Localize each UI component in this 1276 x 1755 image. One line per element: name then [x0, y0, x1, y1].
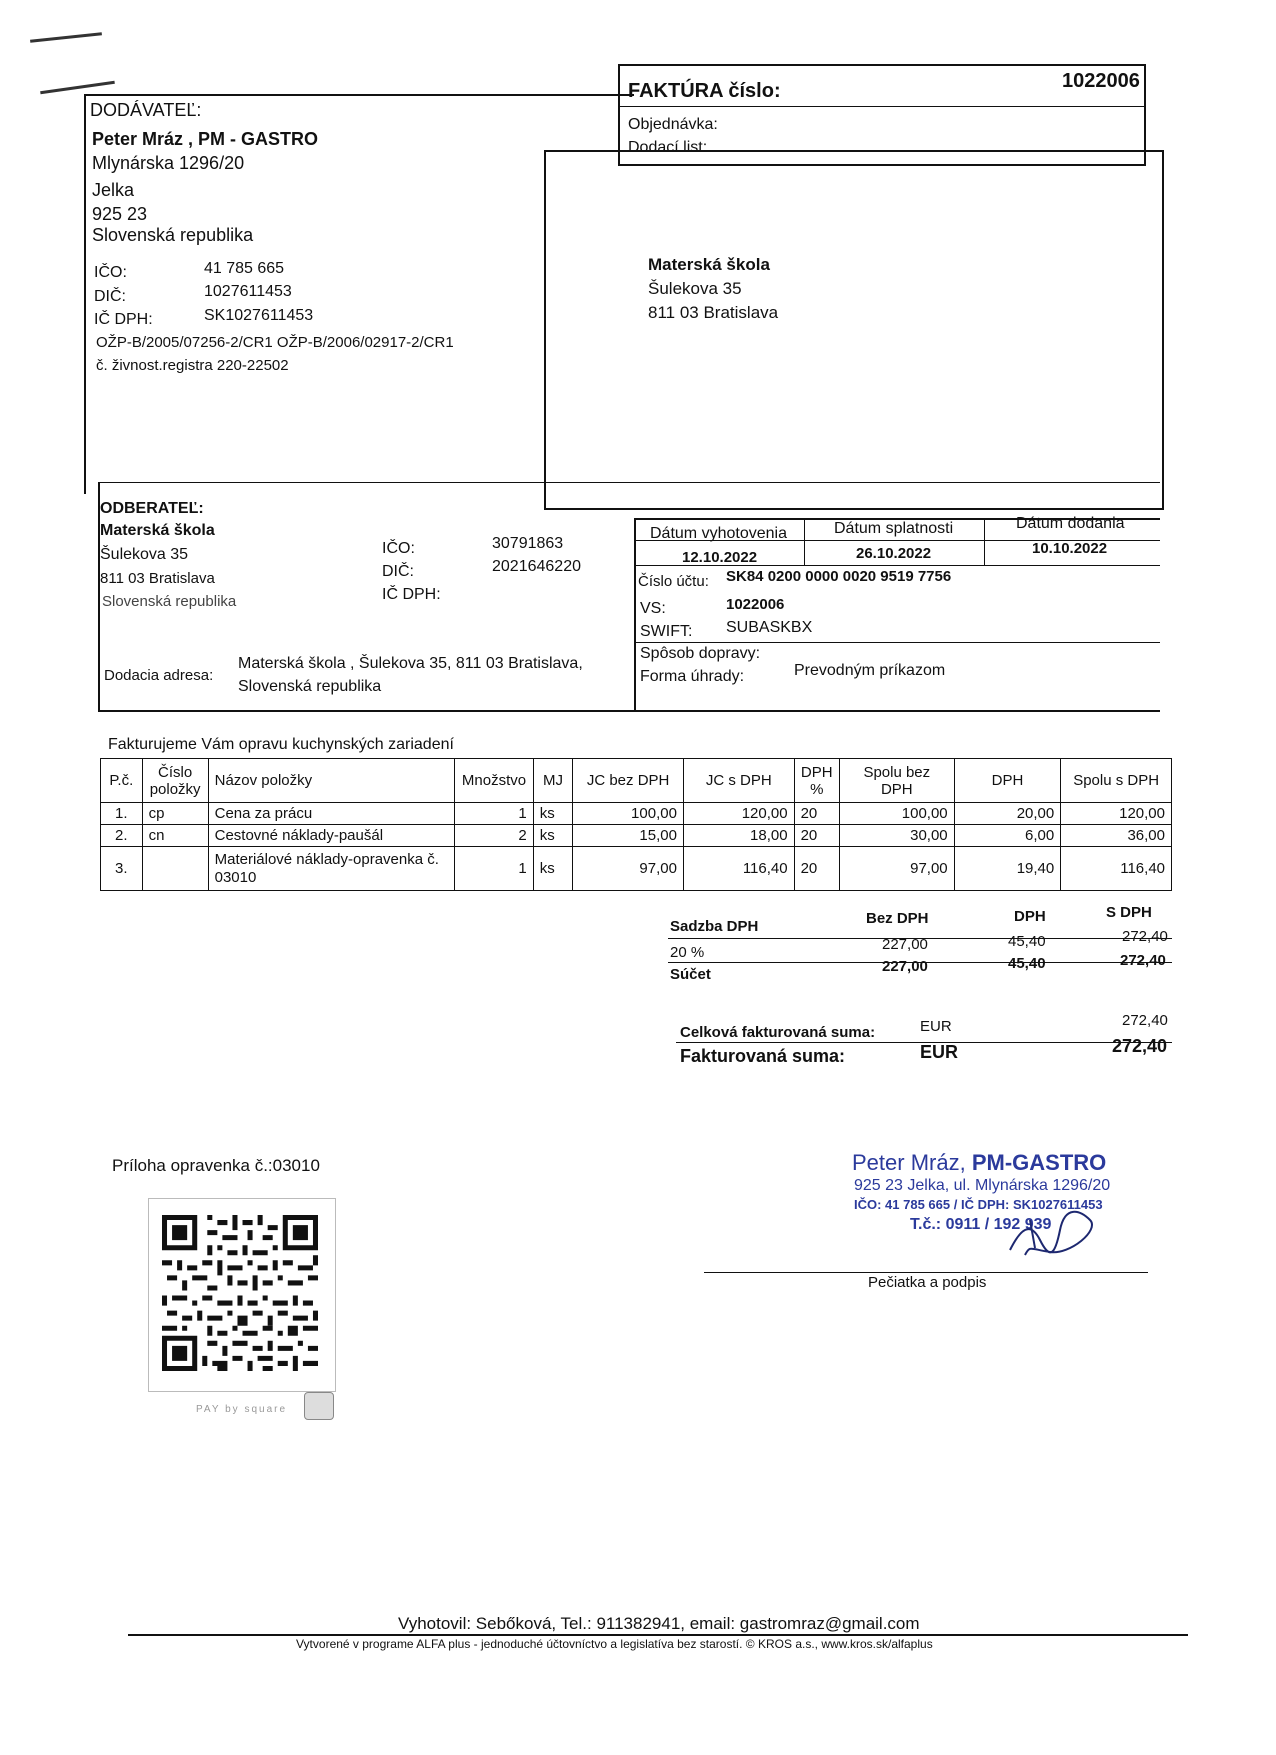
- cell-pc: 3.: [101, 847, 143, 891]
- cell-code: [142, 847, 208, 891]
- cell-total-net: 97,00: [839, 847, 954, 891]
- qr-code-icon: [162, 1212, 318, 1374]
- total-label: Celková fakturovaná suma:: [680, 1024, 876, 1041]
- stamp-line2: 925 23 Jelka, ul. Mlynárska 1296/20: [854, 1177, 1111, 1194]
- vat-net-label: Bez DPH: [866, 910, 929, 927]
- customer-dic: 2021646220: [492, 558, 581, 575]
- cell-unit-gross: 18,00: [683, 825, 794, 847]
- vat-vat-label: DPH: [1014, 908, 1046, 925]
- cell-vat: 19,40: [954, 847, 1061, 891]
- stamp-line3: IČO: 41 785 665 / IČ DPH: SK1027611453: [854, 1197, 1103, 1212]
- cell-vat-pct: 20: [794, 847, 839, 891]
- vat-sum-gross: 272,40: [1120, 952, 1166, 969]
- supplier-heading: DODÁVATEĽ:: [90, 100, 202, 120]
- delivery-address-label: Dodacia adresa:: [104, 667, 214, 684]
- invoiced-currency: EUR: [920, 1042, 959, 1062]
- order-label: Objednávka:: [628, 116, 718, 133]
- items-intro: Fakturujeme Vám opravu kuchynských zariadení: [108, 736, 454, 753]
- account-label: Číslo účtu:: [638, 573, 709, 590]
- supplier-ico: 41 785 665: [204, 260, 285, 277]
- cell-unit-net: 15,00: [573, 825, 684, 847]
- col-vat: DPH: [954, 759, 1061, 803]
- stamp-line4: T.č.: 0911 / 192 939: [910, 1216, 1052, 1233]
- cell-name: Cestovné náklady-paušál: [208, 825, 455, 847]
- recipient-city: 811 03 Bratislava: [648, 303, 779, 322]
- cell-total-gross: 116,40: [1061, 847, 1172, 891]
- table-row: [101, 847, 1172, 891]
- recipient-street: Šulekova 35: [648, 279, 742, 298]
- customer-dic-label: DIČ:: [382, 563, 414, 580]
- customer-street: Šulekova 35: [100, 546, 189, 563]
- cell-unit: ks: [533, 847, 573, 891]
- customer-icdph-label: IČ DPH:: [382, 586, 441, 603]
- signature-label: Pečiatka a podpis: [868, 1274, 987, 1291]
- supplier-country: Slovenská republika: [92, 225, 254, 245]
- issue-date-label: Dátum vyhotovenia: [650, 525, 787, 542]
- footer-issued-by: Vyhotovil: Sebőková, Tel.: 911382941, email: gastromraz@gmail.com: [398, 1614, 920, 1633]
- swift-value: SUBASKBX: [726, 619, 813, 636]
- supplier-zip: 925 23: [92, 204, 148, 224]
- vs-label: VS:: [640, 600, 666, 617]
- col-name: Názov položky: [208, 759, 455, 803]
- col-vat-pct: DPH %: [794, 759, 839, 803]
- pay-by-square-label: PAY by square: [196, 1404, 288, 1415]
- cell-qty: 1: [455, 803, 533, 825]
- col-qty: Množstvo: [455, 759, 533, 803]
- supplier-icdph-label: IČ DPH:: [94, 311, 153, 328]
- col-unit-gross: JC s DPH: [683, 759, 794, 803]
- supplier-name: Peter Mráz , PM - GASTRO: [92, 129, 319, 149]
- customer-name: Materská škola: [100, 522, 215, 539]
- cell-vat-pct: 20: [794, 825, 839, 847]
- issue-date: 12.10.2022: [682, 549, 758, 566]
- cell-pc: 2.: [101, 825, 143, 847]
- delivery-note-label: Dodací list:: [628, 139, 708, 156]
- signature-icon: [1000, 1200, 1110, 1270]
- col-pc: P.č.: [101, 759, 143, 803]
- payment-method: Prevodným príkazom: [794, 662, 946, 679]
- table-row: [101, 825, 1172, 847]
- dates-divider-1: [804, 518, 805, 565]
- pay-by-square-icon: [304, 1392, 334, 1420]
- cell-total-gross: 36,00: [1061, 825, 1172, 847]
- supplier-icdph: SK1027611453: [204, 307, 314, 324]
- transport-label: Spôsob dopravy:: [640, 645, 761, 662]
- cell-code: cn: [142, 825, 208, 847]
- scan-mark: [30, 32, 102, 43]
- delivery-address-line2: Slovenská republika: [238, 678, 382, 695]
- cell-unit: ks: [533, 803, 573, 825]
- vat-sum-net: 227,00: [882, 958, 928, 975]
- cell-unit-gross: 116,40: [683, 847, 794, 891]
- supplier-dic-label: DIČ:: [94, 288, 126, 305]
- cell-unit-net: 100,00: [573, 803, 684, 825]
- vat-rate-label: Sadzba DPH: [670, 918, 759, 935]
- invoice-title: FAKTÚRA číslo:: [628, 80, 781, 102]
- cell-total-net: 100,00: [839, 803, 954, 825]
- col-unit-net: JC bez DPH: [573, 759, 684, 803]
- customer-country: Slovenská republika: [102, 593, 237, 610]
- cell-total-gross: 120,00: [1061, 803, 1172, 825]
- col-unit: MJ: [533, 759, 573, 803]
- invoiced-amount: 272,40: [1112, 1036, 1168, 1056]
- swift-label: SWIFT:: [640, 623, 693, 640]
- attachment-note: Príloha opravenka č.:03010: [112, 1156, 320, 1175]
- customer-ico-label: IČO:: [382, 540, 415, 557]
- invoice-title-rule: [618, 106, 1146, 107]
- cell-vat-pct: 20: [794, 803, 839, 825]
- cell-unit: ks: [533, 825, 573, 847]
- cell-vat: 20,00: [954, 803, 1061, 825]
- total-amount: 272,40: [1122, 1012, 1168, 1029]
- supplier-street: Mlynárska 1296/20: [92, 153, 245, 173]
- stamp-line1: [852, 1150, 1106, 1176]
- table-row: [101, 803, 1172, 825]
- stamp-company: PM-GASTRO: [971, 1150, 1107, 1175]
- footer-rule: [128, 1634, 1188, 1636]
- cell-code: cp: [142, 803, 208, 825]
- total-currency: EUR: [920, 1018, 952, 1035]
- col-code: Číslo položky: [142, 759, 208, 803]
- cell-vat: 6,00: [954, 825, 1061, 847]
- cell-pc: 1.: [101, 803, 143, 825]
- vat-gross-label: S DPH: [1106, 904, 1152, 921]
- supplier-city: Jelka: [92, 180, 135, 200]
- invoiced-label: Fakturovaná suma:: [680, 1046, 846, 1066]
- cell-qty: 2: [455, 825, 533, 847]
- cell-unit-net: 97,00: [573, 847, 684, 891]
- supplier-licenses: OŽP-B/2005/07256-2/CR1 OŽP-B/2006/02917-2/CR1: [96, 334, 454, 351]
- due-date-label: Dátum splatnosti: [834, 520, 954, 537]
- transport-rule: [634, 642, 1160, 643]
- supplier-dic: 1027611453: [204, 283, 292, 300]
- supplier-ico-label: IČO:: [94, 264, 127, 281]
- col-total-net: Spolu bez DPH: [839, 759, 954, 803]
- customer-ico: 30791863: [492, 535, 564, 552]
- cell-name: Materiálové náklady-opravenka č. 03010: [208, 847, 455, 891]
- delivery-date-label: Dátum dodania: [1016, 515, 1125, 532]
- vat-vat: 45,40: [1008, 933, 1046, 950]
- vat-sum-label: Súčet: [670, 966, 711, 983]
- items-table: [100, 758, 1172, 891]
- recipient-box: [544, 150, 1164, 510]
- col-total-gross: Spolu s DPH: [1061, 759, 1172, 803]
- customer-city: 811 03 Bratislava: [100, 570, 215, 587]
- footer-software: Vytvorené v programe ALFA plus - jednoduché účtovníctvo a legislatíva bez starostí. © KROS a.s., www.kros.sk/alfaplus: [296, 1637, 933, 1651]
- delivery-date: 10.10.2022: [1032, 540, 1108, 557]
- invoice-number: 1022006: [1062, 70, 1140, 92]
- account-number: SK84 0200 0000 0020 9519 7756: [726, 568, 952, 585]
- vat-sum-vat: 45,40: [1008, 955, 1046, 972]
- signature-rule: [704, 1272, 1148, 1273]
- vs-value: 1022006: [726, 596, 785, 613]
- items-header-row: [101, 759, 1172, 803]
- due-date: 26.10.2022: [856, 545, 932, 562]
- supplier-trade-register: č. živnost.registra 220-22502: [96, 357, 289, 374]
- vat-gross: 272,40: [1122, 928, 1168, 945]
- recipient-name: Materská škola: [648, 255, 770, 274]
- customer-heading: ODBERATEĽ:: [100, 500, 204, 517]
- vat-rate: 20 %: [670, 944, 705, 961]
- delivery-address-line1: Materská škola , Šulekova 35, 811 03 Bratislava,: [238, 655, 583, 672]
- cell-total-net: 30,00: [839, 825, 954, 847]
- dates-divider-2: [984, 518, 985, 565]
- vat-net: 227,00: [882, 936, 928, 953]
- cell-qty: 1: [455, 847, 533, 891]
- payment-method-label: Forma úhrady:: [640, 668, 745, 685]
- cell-unit-gross: 120,00: [683, 803, 794, 825]
- cell-name: Cena za prácu: [208, 803, 455, 825]
- scan-mark: [40, 81, 115, 94]
- stamp-owner: Peter Mráz,: [852, 1150, 972, 1175]
